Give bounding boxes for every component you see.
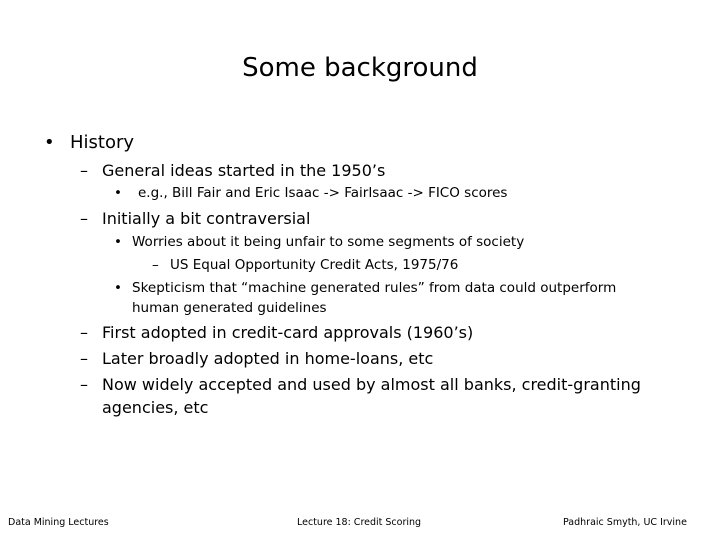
bullet-fair-isaac: e.g., Bill Fair and Eric Isaac -> FairIsaac -> FICO scores <box>138 185 508 201</box>
bullet-icon: • <box>114 234 122 250</box>
bullet-first-adopted: First adopted in credit-card approvals (1960’s) <box>102 323 474 342</box>
bullet-controversial: Initially a bit contraversial <box>102 209 311 228</box>
dash-icon: – <box>80 349 88 368</box>
slide-title: Some background <box>242 53 478 83</box>
footer-left: Data Mining Lectures <box>8 517 109 528</box>
bullet-skepticism-line2: human generated guidelines <box>132 300 327 316</box>
bullet-us-equal: US Equal Opportunity Credit Acts, 1975/76 <box>170 257 459 273</box>
dash-icon: – <box>80 209 88 228</box>
bullet-history: History <box>70 132 135 153</box>
dash-icon: – <box>80 375 88 394</box>
bullet-widely-accepted-line1: Now widely accepted and used by almost all banks, credit-granting <box>102 375 641 394</box>
bullet-icon: • <box>114 280 122 296</box>
bullet-later-adopted: Later broadly adopted in home-loans, etc <box>102 349 434 368</box>
dash-icon: – <box>80 323 88 342</box>
dash-icon: – <box>80 161 88 180</box>
dash-icon: – <box>152 257 159 273</box>
footer-right: Padhraic Smyth, UC Irvine <box>563 517 687 528</box>
footer-center: Lecture 18: Credit Scoring <box>297 517 422 528</box>
bullet-worries: Worries about it being unfair to some segments of society <box>132 234 525 250</box>
bullet-icon: • <box>44 132 55 153</box>
bullet-widely-accepted-line2: agencies, etc <box>102 398 209 417</box>
bullet-general-ideas: General ideas started in the 1950’s <box>102 161 386 180</box>
bullet-skepticism-line1: Skepticism that “machine generated rules” from data could outperform <box>132 280 617 296</box>
bullet-icon: • <box>114 185 122 201</box>
